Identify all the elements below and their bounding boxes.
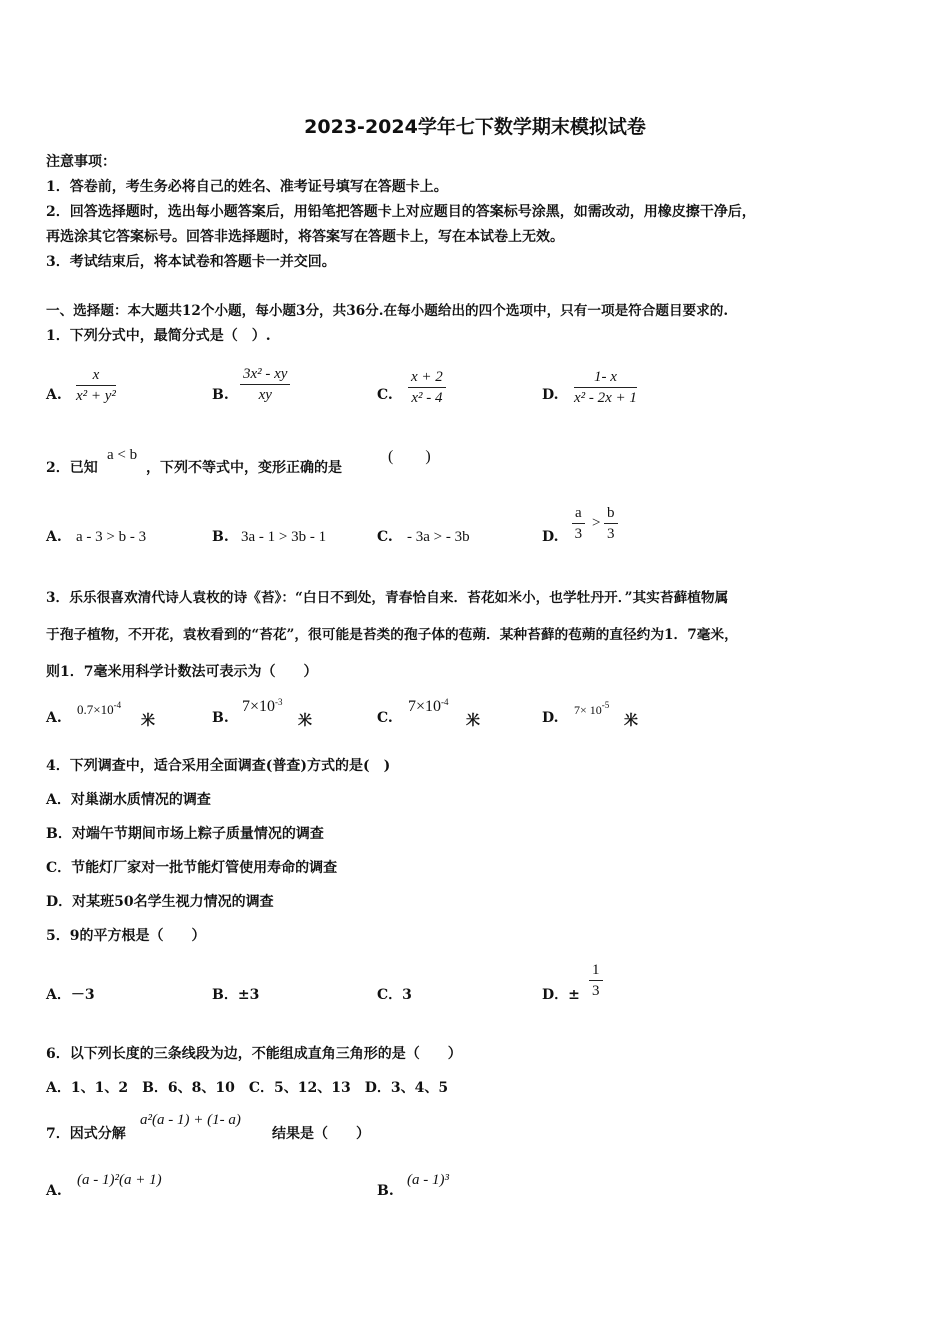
exponent: -5 bbox=[601, 700, 610, 710]
denominator: x² + y² bbox=[76, 388, 116, 404]
page-title: 2023-2024学年七下数学期末模拟试卷 bbox=[304, 116, 646, 138]
notice-item: 2．回答选择题时，选出每小题答案后，用铅笔把答题卡上对应题目的答案标号涂黑，如需改动，用橡皮擦干净后， bbox=[46, 204, 756, 220]
q7-expression: a²(a - 1) + (1- a) bbox=[140, 1112, 241, 1128]
numerator: 1- x bbox=[574, 369, 637, 388]
q4-option: D．对某班50名学生视力情况的调查 bbox=[46, 894, 274, 910]
q1-option-b-fraction bbox=[240, 366, 290, 404]
q3-option-d-label: D. bbox=[542, 710, 559, 726]
q3-option-d-unit: 米 bbox=[624, 713, 638, 729]
q7-option-b: (a - 1)³ bbox=[407, 1172, 449, 1188]
mantissa: 7×10 bbox=[242, 698, 276, 715]
q1-option-c-fraction bbox=[408, 369, 446, 407]
exponent: -4 bbox=[441, 697, 449, 707]
q5-option-a: A．－3 bbox=[46, 987, 95, 1003]
question-7-stem-pre: 7．因式分解 bbox=[46, 1126, 126, 1142]
numerator: 1 bbox=[589, 962, 603, 981]
q4-option: C．节能灯厂家对一批节能灯管使用寿命的调查 bbox=[46, 860, 338, 876]
q6-options: A．1、1、2 B．6、8、10 C．5、12、13 D．3、4、5 bbox=[46, 1080, 449, 1096]
question-1-stem: 1．下列分式中，最简分式是（ ）. bbox=[46, 328, 271, 344]
denominator: x² - 4 bbox=[411, 390, 443, 406]
exponent: -4 bbox=[113, 700, 122, 710]
notice-item: 3．考试结束后，将本试卷和答题卡一并交回。 bbox=[46, 254, 336, 270]
denominator: xy bbox=[258, 387, 272, 403]
q3-option-b-label: B. bbox=[212, 710, 229, 726]
q2-condition: a < b bbox=[107, 447, 138, 463]
q3-option-b bbox=[242, 697, 283, 716]
q3-option-c-label: C. bbox=[377, 710, 393, 726]
numerator: 3x² - xy bbox=[240, 366, 290, 385]
mantissa: 0.7×10 bbox=[77, 702, 114, 717]
q3-option-a-unit: 米 bbox=[141, 713, 155, 729]
q7-option-a: (a - 1)²(a + 1) bbox=[77, 1172, 162, 1188]
question-3-line: 于孢子植物，不开花，袁枚看到的“苔花”，很可能是苔类的孢子体的苞蒴．某种苔藓的苞蒴的直径约为1．7毫米， bbox=[46, 627, 738, 643]
numerator: x bbox=[76, 367, 116, 386]
denominator: 3 bbox=[592, 983, 600, 999]
q2-option-d-right-fraction bbox=[604, 505, 618, 543]
question-4-stem: 4．下列调查中，适合采用全面调查(普查)方式的是( ) bbox=[46, 758, 391, 774]
question-2-stem-post: ，下列不等式中，变形正确的是 bbox=[146, 460, 342, 476]
numerator: x + 2 bbox=[408, 369, 446, 388]
q2-option-d-left-fraction bbox=[572, 505, 585, 543]
q5-option-c: C．3 bbox=[377, 987, 412, 1003]
q2-option-d-label: D. bbox=[542, 529, 559, 545]
q3-option-c-unit: 米 bbox=[466, 713, 480, 729]
exponent: -3 bbox=[275, 697, 283, 707]
question-5-stem: 5．9的平方根是（ ） bbox=[46, 928, 206, 944]
question-7-stem-post: 结果是（ ） bbox=[272, 1126, 370, 1142]
q2-option-a-label: A. bbox=[46, 529, 62, 545]
notice-item: 1．答卷前，考生务必将自己的姓名、准考证号填写在答题卡上。 bbox=[46, 179, 448, 195]
q1-option-d-label: D. bbox=[542, 387, 559, 403]
notice-heading: 注意事项： bbox=[46, 154, 116, 170]
q3-option-a bbox=[77, 700, 121, 718]
q1-option-a-fraction bbox=[76, 367, 116, 405]
q2-paren: ( ) bbox=[388, 448, 431, 465]
q3-option-d bbox=[574, 700, 609, 718]
numerator: a bbox=[572, 505, 585, 524]
q2-option-b-label: B. bbox=[212, 529, 229, 545]
q7-option-a-label: A. bbox=[46, 1183, 62, 1199]
section-heading: 一、选择题：本大题共12个小题，每小题3分，共36分.在每小题给出的四个选项中，只有一项是符合题目要求的. bbox=[46, 303, 729, 319]
q3-option-b-unit: 米 bbox=[298, 713, 312, 729]
q1-option-d-fraction bbox=[574, 369, 637, 407]
question-3-line: 则1．7毫米用科学计数法可表示为（ ） bbox=[46, 664, 318, 680]
denominator: x² - 2x + 1 bbox=[574, 390, 637, 406]
q2-option-c: - 3a > - 3b bbox=[407, 529, 470, 545]
q2-option-b: 3a - 1 > 3b - 1 bbox=[241, 529, 327, 545]
denominator: 3 bbox=[607, 526, 615, 542]
question-6-stem: 6．以下列长度的三条线段为边，不能组成直角三角形的是（ ） bbox=[46, 1046, 462, 1062]
q1-option-c-label: C. bbox=[377, 387, 393, 403]
q2-option-d-operator: > bbox=[592, 515, 601, 531]
q1-option-a-label: A. bbox=[46, 387, 62, 403]
mantissa: 7× 10 bbox=[574, 703, 602, 717]
q3-option-c bbox=[408, 697, 449, 716]
q2-option-a: a - 3 > b - 3 bbox=[76, 529, 147, 545]
q5-option-b: B．±3 bbox=[212, 987, 260, 1003]
numerator: b bbox=[604, 505, 618, 524]
question-3-line: 3．乐乐很喜欢清代诗人袁枚的诗《苔》：“白日不到处，青春恰自来．苔花如米小，也学牡丹开．”其实苔藓植物属 bbox=[46, 590, 729, 606]
q7-option-b-label: B. bbox=[377, 1183, 394, 1199]
mantissa: 7×10 bbox=[408, 698, 442, 715]
notice-item: 再选涂其它答案标号。回答非选择题时，将答案写在答题卡上，写在本试卷上无效。 bbox=[46, 229, 564, 245]
q4-option: B．对端午节期间市场上粽子质量情况的调查 bbox=[46, 826, 324, 842]
q4-option: A．对巢湖水质情况的调查 bbox=[46, 792, 211, 808]
question-2-stem-pre: 2．已知 bbox=[46, 460, 98, 476]
q2-option-c-label: C. bbox=[377, 529, 393, 545]
q3-option-a-label: A. bbox=[46, 710, 62, 726]
q1-option-b-label: B. bbox=[212, 387, 229, 403]
q5-option-d-fraction bbox=[589, 962, 603, 1000]
denominator: 3 bbox=[574, 526, 583, 542]
q5-option-d-prefix: D．± bbox=[542, 987, 580, 1003]
